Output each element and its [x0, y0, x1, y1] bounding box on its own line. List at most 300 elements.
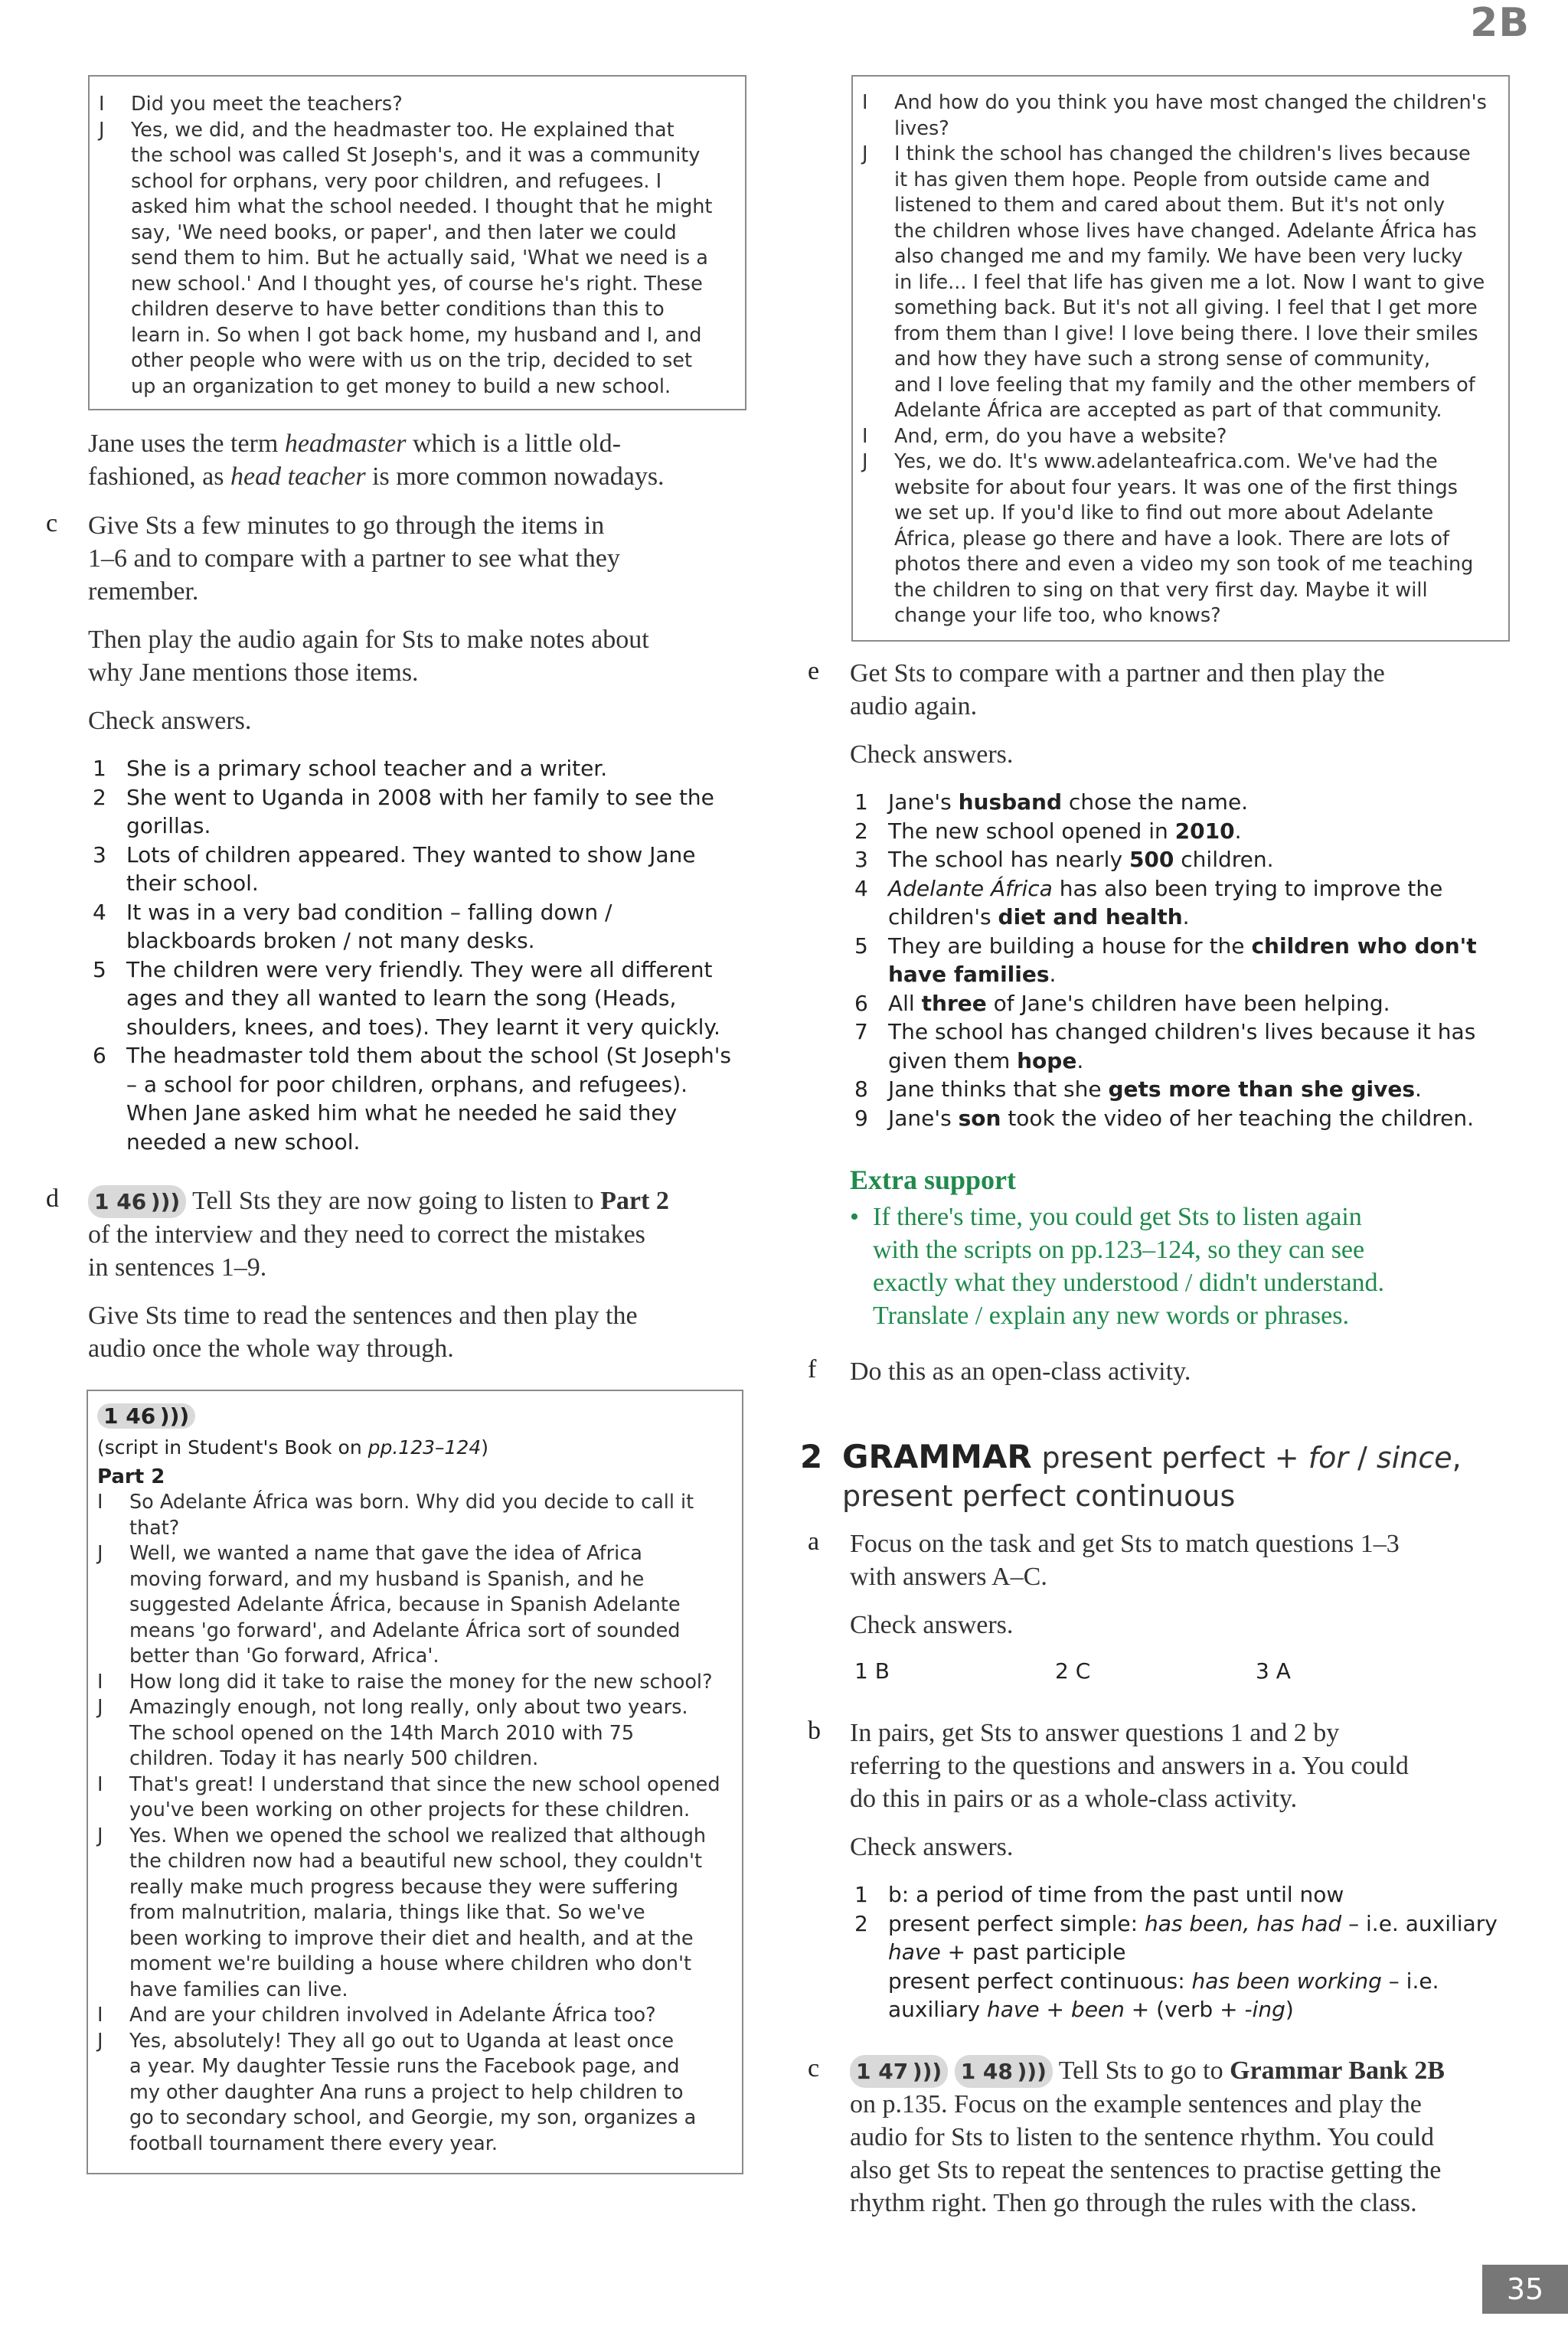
- script-text: send them to him. But he actually said, 'What we need is a: [131, 247, 708, 270]
- note-line: fashioned, as head teacher is more common nowadays.: [88, 462, 665, 491]
- answer-line: [88, 841, 758, 870]
- answer-number: 8: [854, 1076, 868, 1102]
- script-text: Amazingly enough, not long really, only about two years.: [129, 1696, 688, 1719]
- answer-text: The headmaster told them about the school (St Joseph's: [126, 1043, 732, 1068]
- answer-line: [850, 1938, 1520, 1967]
- answer-line: [88, 984, 758, 1013]
- script-text: Yes, we did, and the headmaster too. He explained that: [131, 118, 675, 142]
- answer-line: [850, 874, 1520, 903]
- script-line: [853, 116, 1494, 142]
- text-line: audio once the whole way through.: [88, 1334, 454, 1363]
- speaker-label: [853, 270, 894, 296]
- script-line: [88, 1516, 728, 1542]
- script-line: [853, 219, 1494, 245]
- answer-number: 1: [93, 756, 106, 781]
- speaker-label: I: [97, 2004, 103, 2027]
- script-line: [853, 501, 1494, 527]
- script-line: [88, 1567, 728, 1593]
- answer-number: [850, 960, 888, 989]
- script-text: go to secondary school, and Georgie, my son, organizes a: [129, 2106, 697, 2129]
- script-box-part1-end: [88, 75, 746, 410]
- script-line: [88, 1670, 728, 1696]
- script-line: [853, 168, 1494, 194]
- text-line: If there's time, you could get Sts to listen again: [873, 1203, 1362, 1231]
- speaker-label: [853, 501, 894, 527]
- task-letter: a: [808, 1527, 820, 1556]
- check-answers: Check answers.: [850, 740, 1014, 769]
- text-line: audio for Sts to listen to the sentence rhythm. You could: [850, 2123, 1435, 2151]
- answer-line: [88, 1041, 758, 1070]
- answer-item: 2 C: [1055, 1658, 1091, 1684]
- script-line: [88, 2029, 728, 2055]
- answer-text: their school.: [126, 871, 259, 896]
- script-text: something back. But it's not all giving. I feel that I get more: [894, 296, 1478, 319]
- answer-text: The school has changed children's lives because it has: [888, 1019, 1476, 1044]
- answer-text: The children were very friendly. They were all different: [126, 956, 713, 982]
- speaker-label: I: [97, 1772, 103, 1796]
- speaker-label: [88, 1516, 129, 1542]
- answer-line: [88, 812, 758, 841]
- script-line: [853, 244, 1494, 270]
- section-a: [808, 1527, 1520, 1684]
- script-text: África, please go there and have a look. There are lots of: [894, 527, 1449, 550]
- text-line: audio again.: [850, 692, 978, 720]
- answer-number: 3: [93, 841, 106, 867]
- speaker-label: J: [97, 1542, 103, 1565]
- script-text: Yes. When we opened the school we realized that although: [129, 1824, 707, 1847]
- audio-icon[interactable]: 1 47 ))): [850, 2055, 948, 2088]
- audio-icon[interactable]: 1 46 ))): [97, 1403, 195, 1429]
- text-line: rhythm right. Then go through the rules with the class.: [850, 2189, 1417, 2217]
- script-text: you've been working on other projects for these children.: [129, 1798, 691, 1821]
- speaker-label: [853, 347, 894, 373]
- answer-number: [88, 1013, 126, 1042]
- section-title: GRAMMAR: [842, 1438, 1032, 1475]
- script-line: [90, 348, 731, 374]
- script-line: [88, 1798, 728, 1824]
- script-line: [88, 1541, 728, 1567]
- script-line: [90, 272, 731, 298]
- speaker-label: [853, 475, 894, 501]
- answer-text: auxiliary have + been + (verb + -ing): [888, 1997, 1294, 2022]
- audio-icon[interactable]: 1 46 ))): [88, 1185, 186, 1218]
- script-line: [853, 322, 1494, 348]
- script-text: new school.' And I thought yes, of course he's right. These: [131, 272, 703, 296]
- speaker-label: [88, 1875, 129, 1901]
- speaker-label: [88, 1926, 129, 1952]
- answer-line: [850, 1909, 1520, 1939]
- answer-line: [88, 1128, 758, 1157]
- answer-key: [850, 1880, 1520, 2024]
- script-text: website for about four years. It was one of the first things: [894, 475, 1458, 499]
- speaker-label: [853, 603, 894, 629]
- script-text: children. Today it has nearly 500 children.: [129, 1747, 539, 1770]
- answer-number: [850, 1995, 888, 2024]
- speaker-label: [853, 296, 894, 322]
- speaker-label: [88, 2105, 129, 2132]
- text-line: Then play the audio again for Sts to make notes about: [88, 626, 649, 654]
- script-text: in life... I feel that life has given me a lot. Now I want to give: [894, 270, 1485, 294]
- page-number: 35: [1482, 2265, 1568, 2314]
- answer-text: Jane's son took the video of her teaching the children.: [888, 1105, 1474, 1131]
- task-instructions: [88, 1184, 758, 1218]
- answer-number: [88, 869, 126, 898]
- script-text: asked him what the school needed. I thought that he might: [131, 195, 713, 218]
- extra-support: [850, 1164, 1524, 1332]
- script-line: [88, 1926, 728, 1952]
- script-text: up an organization to get money to build a new school.: [131, 374, 671, 398]
- answer-number: 4: [93, 899, 106, 925]
- grammar-heading: [800, 1438, 1520, 1515]
- speaker-label: [853, 168, 894, 194]
- text-line: exactly what they understood / didn't understand.: [873, 1269, 1385, 1297]
- answer-number: [88, 1128, 126, 1157]
- text-line: Focus on the task and get Sts to match questions 1–3: [850, 1530, 1400, 1558]
- answer-text: Jane's husband chose the name.: [888, 789, 1249, 815]
- text-line: Give Sts a few minutes to go through the items in: [88, 511, 605, 540]
- answer-number: 1: [854, 789, 868, 815]
- script-line: [853, 347, 1494, 373]
- answer-text: needed a new school.: [126, 1129, 361, 1155]
- task-instructions: [850, 2088, 1520, 2220]
- answer-text: b: a period of time from the past until now: [888, 1882, 1344, 1907]
- answer-number: 9: [854, 1105, 868, 1131]
- speaker-label: [88, 1746, 129, 1772]
- answer-text: Jane thinks that she gets more than she gives.: [888, 1076, 1422, 1102]
- script-line: [88, 1721, 728, 1747]
- unit-tag: 2B: [1470, 0, 1530, 46]
- script-line: [88, 1644, 728, 1670]
- script-text: Yes, we do. It's www.adelanteafrica.com. We've had the: [894, 450, 1438, 473]
- answer-line: [88, 898, 758, 927]
- answer-number: [88, 812, 126, 841]
- section-f: [808, 1355, 1520, 1388]
- answer-number: [88, 984, 126, 1013]
- answer-text: She went to Uganda in 2008 with her family to see the: [126, 784, 714, 810]
- speaker-label: [853, 552, 894, 578]
- speaker-label: J: [99, 118, 105, 142]
- answer-line: [850, 845, 1520, 874]
- script-line: [88, 1900, 728, 1926]
- script-text: school for orphans, very poor children, and refugees. I: [131, 169, 662, 193]
- task-letter: f: [808, 1355, 817, 1383]
- script-part-label: Part 2: [97, 1465, 165, 1488]
- bullet-icon: •: [850, 1203, 859, 1231]
- script-line: [88, 2054, 728, 2080]
- answer-line: [88, 926, 758, 956]
- speaker-label: [88, 1567, 129, 1593]
- script-line: [90, 374, 731, 400]
- speaker-label: [90, 272, 131, 298]
- script-text: really make much progress because they were suffering: [129, 1875, 678, 1899]
- section-c: [46, 509, 758, 1156]
- text-line: do this in pairs or as a whole-class activity.: [850, 1785, 1298, 1813]
- answer-number: 2: [854, 1910, 868, 1936]
- script-text: also changed me and my family. We have been very lucky: [894, 245, 1463, 268]
- answer-number: 6: [93, 1043, 106, 1068]
- answer-text: The new school opened in 2010.: [888, 818, 1242, 844]
- answer-number: 1: [854, 1882, 868, 1907]
- speaker-label: [90, 246, 131, 272]
- speaker-label: J: [97, 2029, 103, 2053]
- script-text: The school opened on the 14th March 2010 with 75: [129, 1721, 635, 1745]
- answer-number: 6: [854, 990, 868, 1016]
- answer-text: Adelante África has also been trying to improve the: [888, 875, 1443, 901]
- script-text: have families can live.: [129, 1978, 348, 2001]
- speaker-label: [88, 1721, 129, 1747]
- section-e: [808, 657, 1520, 1132]
- script-text: I think the school has changed the children's lives because: [894, 142, 1471, 165]
- answer-text: blackboards broken / not many desks.: [126, 928, 535, 953]
- answer-number: [850, 1938, 888, 1967]
- answer-text: given them hope.: [888, 1047, 1084, 1073]
- speaker-label: I: [97, 1670, 103, 1694]
- speaker-label: J: [862, 450, 868, 473]
- script-text: it has given them hope. People from outside came and: [894, 168, 1430, 191]
- script-lines: [88, 1490, 728, 2157]
- speaker-label: [90, 297, 131, 323]
- speaker-label: [88, 1798, 129, 1824]
- script-text: listened to them and cared about them. But it's not only: [894, 194, 1446, 217]
- speaker-label: [853, 322, 894, 348]
- speaker-label: [88, 1978, 129, 2004]
- answer-number: 2: [93, 784, 106, 810]
- answer-line: [850, 960, 1520, 989]
- audio-icon[interactable]: 1 48 ))): [955, 2055, 1053, 2088]
- speaker-label: [88, 2054, 129, 2080]
- answer-text: children's diet and health.: [888, 904, 1190, 929]
- script-line: [88, 1746, 728, 1772]
- task-instructions: [88, 1218, 758, 1284]
- check-answers: Check answers.: [850, 1833, 1014, 1861]
- script-text: from malnutrition, malaria, things like that. So we've: [129, 1901, 645, 1924]
- text-line: In pairs, get Sts to answer questions 1 and 2 by: [850, 1719, 1340, 1747]
- script-box-part2: [87, 1390, 743, 2174]
- answer-number: 2: [854, 818, 868, 844]
- task-instructions: [88, 1299, 758, 1365]
- speaker-label: [90, 220, 131, 247]
- script-text: say, 'We need books, or paper', and then later we could: [131, 220, 677, 244]
- speaker-label: [90, 143, 131, 169]
- text-line: on p.135. Focus on the example sentences and play the: [850, 2090, 1422, 2118]
- answer-text: present perfect simple: has been, has had – i.e. auxiliary: [888, 1910, 1498, 1936]
- speaker-label: [90, 323, 131, 349]
- answer-line: [88, 754, 758, 783]
- script-line: [90, 118, 731, 144]
- script-line: [88, 1772, 728, 1798]
- script-line: [88, 1875, 728, 1901]
- text-line: why Jane mentions those items.: [88, 658, 419, 687]
- script-text: photos there and even a video my son took of me teaching: [894, 553, 1474, 576]
- script-line: [88, 1695, 728, 1721]
- answer-number: 5: [93, 956, 106, 982]
- script-text: moment we're building a house where children who don't: [129, 1952, 692, 1975]
- speaker-label: [853, 398, 894, 424]
- section-number: 2: [800, 1438, 823, 1475]
- answer-number: [88, 1099, 126, 1128]
- section-subtitle: present perfect continuous: [842, 1479, 1236, 1513]
- speaker-label: [88, 1849, 129, 1875]
- script-lines: [853, 90, 1494, 629]
- task-line: Tell Sts they are now going to listen to Part 2: [192, 1187, 669, 1215]
- answer-text: All three of Jane's children have been helping.: [888, 990, 1390, 1016]
- script-line: [853, 552, 1494, 578]
- text-line: with the scripts on pp.123–124, so they can see: [873, 1236, 1365, 1264]
- note-headmaster: [88, 427, 762, 493]
- answer-item: 3 A: [1256, 1658, 1291, 1684]
- script-text: the school was called St Joseph's, and it was a community: [131, 144, 701, 167]
- script-box-part2-cont: [851, 75, 1510, 642]
- answer-number: [88, 926, 126, 956]
- script-line: [853, 398, 1494, 424]
- script-line: [90, 220, 731, 247]
- task-instructions: [850, 1527, 1520, 1593]
- answer-line: [88, 956, 758, 985]
- task-line: Tell Sts to go to Grammar Bank 2B: [1058, 2056, 1445, 2085]
- script-line: [88, 2080, 728, 2106]
- answer-text: have + past participle: [888, 1939, 1126, 1965]
- answer-number: 4: [854, 875, 868, 901]
- script-line: [88, 1824, 728, 1850]
- section-c2: [808, 2054, 1520, 2220]
- answer-text: She is a primary school teacher and a writer.: [126, 756, 608, 781]
- script-text: Well, we wanted a name that gave the idea of Africa: [129, 1542, 642, 1565]
- answer-text: have families.: [888, 962, 1057, 987]
- task-instructions: [850, 2054, 1520, 2088]
- script-text: been working to improve their diet and health, and at the: [129, 1926, 694, 1950]
- answer-line: [88, 1013, 758, 1042]
- answer-line: [850, 1047, 1520, 1076]
- script-line: [853, 449, 1494, 475]
- section-b: [808, 1717, 1520, 2024]
- script-text: my other daughter Ana runs a project to help children to: [129, 2080, 684, 2104]
- answer-key: [850, 788, 1520, 1132]
- answer-number: 5: [854, 933, 868, 959]
- answer-line: [88, 869, 758, 898]
- script-line: [853, 142, 1494, 168]
- script-text: children deserve to have better conditions than this to: [131, 298, 665, 321]
- script-text: And are your children involved in Adelante África too?: [129, 2004, 656, 2027]
- answer-number: [850, 1967, 888, 1996]
- script-line: [88, 2105, 728, 2132]
- check-answers: Check answers.: [88, 707, 252, 735]
- script-text: better than 'Go forward, Africa'.: [129, 1645, 439, 1668]
- section-subtitle: present perfect + for / since,: [1041, 1441, 1462, 1475]
- script-text: the children whose lives have changed. Adelante África has: [894, 219, 1477, 243]
- answer-text: present perfect continuous: has been working – i.e.: [888, 1968, 1439, 1994]
- answer-line: [88, 1070, 758, 1099]
- task-instructions: Do this as an open-class activity.: [850, 1357, 1191, 1386]
- answer-text: – a school for poor children, orphans, and refugees).: [126, 1071, 688, 1097]
- speaker-label: [88, 1644, 129, 1670]
- script-text: moving forward, and my husband is Spanish, and he: [129, 1567, 645, 1591]
- script-text: and I love feeling that my family and the other members of: [894, 373, 1475, 397]
- speaker-label: I: [99, 93, 105, 116]
- answer-line: [850, 1075, 1520, 1104]
- task-instructions: [850, 1717, 1520, 1815]
- speaker-label: [853, 219, 894, 245]
- speaker-label: [88, 1592, 129, 1619]
- extra-support-text: [873, 1200, 1384, 1332]
- answer-text: The school has nearly 500 children.: [888, 847, 1274, 872]
- speaker-label: I: [97, 1491, 103, 1514]
- answer-line: [850, 1995, 1520, 2024]
- task-letter: b: [808, 1717, 821, 1745]
- script-line: [853, 527, 1494, 553]
- script-text: we set up. If you'd like to find out more about Adelante: [894, 501, 1434, 524]
- script-line: [853, 193, 1494, 219]
- text-line: remember.: [88, 577, 199, 606]
- script-line: [90, 323, 731, 349]
- task-letter: e: [808, 657, 820, 685]
- speaker-label: [88, 2132, 129, 2158]
- answer-line: [850, 1018, 1520, 1047]
- speaker-label: J: [862, 142, 868, 165]
- answer-line: [88, 783, 758, 812]
- script-line: [88, 2132, 728, 2158]
- speaker-label: [853, 373, 894, 399]
- answer-line: [850, 989, 1520, 1018]
- script-text: And how do you think you have most changed the children's: [894, 91, 1487, 114]
- speaker-label: [88, 1900, 129, 1926]
- answer-key: [88, 754, 758, 1156]
- answer-text: It was in a very bad condition – falling down /: [126, 899, 612, 925]
- script-line: [853, 296, 1494, 322]
- text-line: in sentences 1–9.: [88, 1253, 267, 1282]
- script-text: So Adelante África was born. Why did you decide to call it: [129, 1491, 694, 1514]
- speaker-label: [88, 2080, 129, 2106]
- answer-line: [850, 788, 1520, 817]
- script-text: suggested Adelante África, because in Spanish Adelante: [129, 1593, 681, 1616]
- script-text: Did you meet the teachers?: [131, 93, 403, 116]
- script-line: [90, 297, 731, 323]
- task-instructions: [850, 657, 1520, 723]
- script-text: learn in. So when I got back home, my husband and I, and: [131, 323, 702, 347]
- answer-line: [850, 903, 1520, 932]
- script-line: [88, 1952, 728, 1978]
- speaker-label: [90, 374, 131, 400]
- speaker-label: [853, 527, 894, 553]
- answer-line: [850, 1967, 1520, 1996]
- script-line: [88, 1619, 728, 1645]
- script-line: [90, 194, 731, 220]
- script-line: [90, 246, 731, 272]
- script-text: Adelante África are accepted as part of that community.: [894, 399, 1442, 422]
- script-text: other people who were with us on the trip, decided to set: [131, 349, 692, 372]
- speaker-label: [88, 1619, 129, 1645]
- text-line: with answers A–C.: [850, 1563, 1047, 1591]
- answer-line: [850, 1104, 1520, 1133]
- script-text: That's great! I understand that since the new school opened: [129, 1772, 720, 1796]
- script-lines: [90, 92, 731, 400]
- answer-number: 7: [854, 1019, 868, 1044]
- script-text: the children now had a beautiful new school, they couldn't: [129, 1850, 703, 1873]
- script-text: And, erm, do you have a website?: [894, 424, 1227, 448]
- script-text: a year. My daughter Tessie runs the Facebook page, and: [129, 2055, 680, 2078]
- script-line: [88, 1592, 728, 1619]
- script-line: [853, 475, 1494, 501]
- script-text: Yes, absolutely! They all go out to Uganda at least once: [129, 2029, 675, 2053]
- speaker-label: [90, 169, 131, 195]
- task-instructions: [88, 623, 758, 689]
- answer-text: shoulders, knees, and toes). They learnt it very quickly.: [126, 1014, 720, 1040]
- answer-number: 3: [854, 847, 868, 872]
- speaker-label: [88, 1952, 129, 1978]
- script-line: [853, 270, 1494, 296]
- answer-line: [850, 817, 1520, 846]
- answer-line: [88, 1099, 758, 1128]
- text-line: referring to the questions and answers in a. You could: [850, 1752, 1409, 1780]
